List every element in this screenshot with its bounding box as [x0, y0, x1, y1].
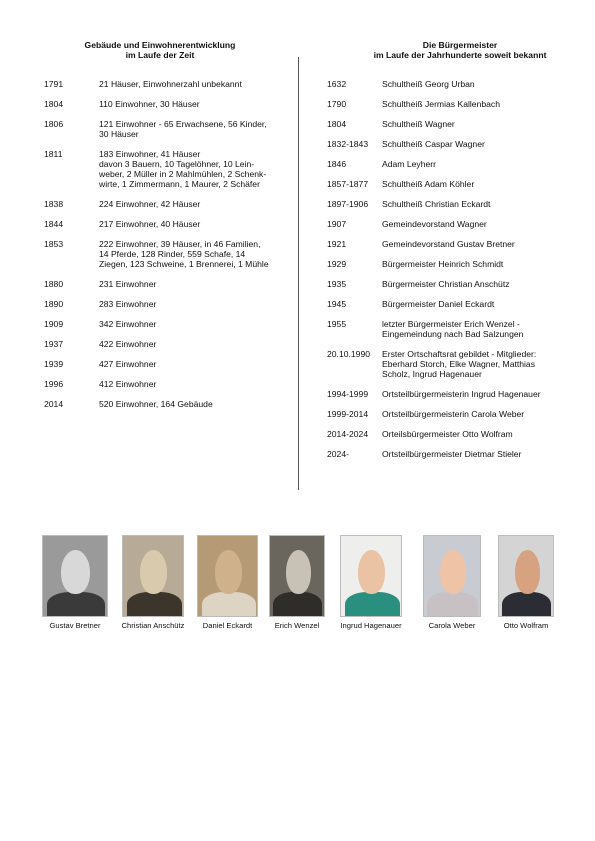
table-row	[44, 359, 289, 369]
portrait-shoulders	[127, 592, 182, 617]
row-text: 231 Einwohner	[99, 279, 157, 289]
portrait-shoulders	[202, 592, 256, 617]
table-row	[44, 299, 289, 309]
row-year: 1880	[44, 279, 64, 289]
row-text: Erster Ortschaftsrat gebildet - Mitglieder: Eberhard Storch, Elke Wagner, Matthias Scholz, Ingrud Hagenauer	[382, 349, 537, 379]
table-row	[327, 179, 567, 189]
row-text: Bürgermeister Daniel Eckardt	[382, 299, 495, 309]
row-text: 217 Einwohner, 40 Häuser	[99, 219, 201, 229]
row-text: 121 Einwohner - 65 Erwachsene, 56 Kinder, 30 Häuser	[99, 119, 267, 139]
row-text: 222 Einwohner, 39 Häuser, in 46 Familien, 14 Pferde, 128 Rinder, 559 Schafe, 14 Ziegen, 123 Schweine, 1 Brennerei, 1 Mühle	[99, 239, 269, 269]
row-text: Schultheiß Christian Eckardt	[382, 199, 491, 209]
portrait-image	[340, 535, 402, 617]
row-year: 1996	[44, 379, 64, 389]
portrait-shoulders	[345, 592, 400, 617]
portrait-image	[197, 535, 258, 617]
row-year: 1853	[44, 239, 64, 249]
row-text: Schultheiß Caspar Wagner	[382, 139, 485, 149]
portrait-face	[358, 550, 385, 594]
table-row	[44, 339, 289, 349]
row-text: 183 Einwohner, 41 Häuser davon 3 Bauern, 10 Tagelöhner, 10 Lein- weber, 2 Müller in 2 Mahlmühlen, 2 Schenk- wirte, 1 Zimmermann, 1 Maurer, 2 Schäfer	[99, 149, 267, 189]
portrait-face	[215, 550, 242, 594]
portrait-caption: Otto Wolfram	[503, 621, 549, 630]
row-year: 1897-1906	[327, 199, 369, 209]
row-text: 21 Häuser, Einwohnerzahl unbekannt	[99, 79, 242, 89]
row-text: 342 Einwohner	[99, 319, 157, 329]
row-year: 1846	[327, 159, 347, 169]
table-row	[327, 299, 567, 309]
row-year: 20.10.1990	[327, 349, 371, 359]
row-text: Ortsteilbürgermeisterin Ingrud Hagenauer	[382, 389, 541, 399]
table-row	[44, 149, 289, 189]
table-row	[327, 199, 567, 209]
portrait-caption: Carola Weber	[428, 621, 476, 630]
row-text: Schultheiß Georg Urban	[382, 79, 475, 89]
row-year: 1907	[327, 219, 347, 229]
row-year: 1935	[327, 279, 347, 289]
left-title-line1: Gebäude und Einwohnerentwicklung	[84, 40, 236, 50]
row-year: 1790	[327, 99, 347, 109]
row-year: 1937	[44, 339, 64, 349]
row-text: Schultheiß Wagner	[382, 119, 455, 129]
mayors-table	[327, 79, 567, 469]
row-year: 1804	[44, 99, 64, 109]
row-year: 1890	[44, 299, 64, 309]
row-year: 1832-1843	[327, 139, 369, 149]
row-text: 283 Einwohner	[99, 299, 157, 309]
row-text: Ortsteilbürgermeister Dietmar Stieler	[382, 449, 522, 459]
portrait-shoulders	[427, 592, 478, 617]
portrait-image	[122, 535, 184, 617]
row-text: letzter Bürgermeister Erich Wenzel - Eingemeindung nach Bad Salzungen	[382, 319, 524, 339]
table-row	[44, 79, 289, 89]
row-year: 2014-2024	[327, 429, 369, 439]
portrait-face	[286, 550, 311, 594]
table-row	[44, 239, 289, 269]
row-year: 1857-1877	[327, 179, 369, 189]
portrait-face	[61, 550, 90, 594]
portrait-photo	[340, 535, 402, 630]
table-row	[327, 119, 567, 129]
row-text: 412 Einwohner	[99, 379, 157, 389]
table-row	[44, 379, 289, 389]
table-row	[44, 399, 289, 409]
row-year: 1939	[44, 359, 64, 369]
portrait-caption: Christian Anschütz	[121, 621, 185, 630]
table-row	[327, 389, 567, 399]
left-column-title	[55, 40, 265, 60]
row-text: Schultheiß Adam Köhler	[382, 179, 475, 189]
row-year: 1791	[44, 79, 64, 89]
row-year: 2014	[44, 399, 64, 409]
row-year: 1921	[327, 239, 347, 249]
row-text: Bürgermeister Christian Anschütz	[382, 279, 510, 289]
table-row	[327, 279, 567, 289]
table-row	[327, 349, 567, 379]
row-year: 1806	[44, 119, 64, 129]
portrait-shoulders	[502, 592, 551, 617]
left-title-line2: im Laufe der Zeit	[125, 50, 195, 60]
row-year: 2024-	[327, 449, 349, 459]
row-year: 1929	[327, 259, 347, 269]
row-year: 1844	[44, 219, 64, 229]
row-year: 1955	[327, 319, 347, 329]
portrait-photo	[498, 535, 554, 630]
row-text: Adam Leyherr	[382, 159, 436, 169]
portrait-image	[269, 535, 325, 617]
portrait-photo	[423, 535, 481, 630]
row-text: Bürgermeister Heinrich Schmidt	[382, 259, 504, 269]
row-text: 422 Einwohner	[99, 339, 157, 349]
right-title-line2: im Laufe der Jahrhunderte soweit bekannt	[373, 50, 547, 60]
row-text: Ortsteilbürgermeisterin Carola Weber	[382, 409, 525, 419]
portrait-caption: Gustav Bretner	[49, 621, 101, 630]
portrait-caption: Ingrud Hagenauer	[340, 621, 402, 630]
table-row	[327, 139, 567, 149]
portrait-gallery	[0, 535, 595, 635]
row-text: Gemeindevorstand Wagner	[382, 219, 487, 229]
row-year: 1945	[327, 299, 347, 309]
portrait-face	[515, 550, 540, 594]
portrait-photo	[197, 535, 258, 630]
table-row	[327, 239, 567, 249]
row-text: 110 Einwohner, 30 Häuser	[99, 99, 200, 109]
portrait-image	[42, 535, 108, 617]
portrait-shoulders	[273, 592, 322, 617]
row-year: 1994-1999	[327, 389, 369, 399]
table-row	[327, 429, 567, 439]
table-row	[327, 409, 567, 419]
portrait-caption: Erich Wenzel	[274, 621, 320, 630]
row-text: Gemeindevorstand Gustav Bretner	[382, 239, 515, 249]
right-title-line1: Die Bürgermeister	[422, 40, 498, 50]
table-row	[327, 219, 567, 229]
table-row	[327, 99, 567, 109]
table-row	[327, 319, 567, 339]
row-year: 1909	[44, 319, 64, 329]
portrait-image	[498, 535, 554, 617]
row-year: 1999-2014	[327, 409, 369, 419]
table-row	[44, 99, 289, 109]
right-column-title	[345, 40, 575, 60]
portrait-photo	[42, 535, 108, 630]
row-text: 224 Einwohner, 42 Häuser	[99, 199, 201, 209]
row-year: 1804	[327, 119, 347, 129]
portrait-shoulders	[47, 592, 105, 617]
row-year: 1632	[327, 79, 347, 89]
table-row	[327, 159, 567, 169]
table-row	[44, 199, 289, 209]
row-text: Schultheiß Jermias Kallenbach	[382, 99, 500, 109]
portrait-photo	[121, 535, 185, 630]
row-year: 1838	[44, 199, 64, 209]
row-text: 427 Einwohner	[99, 359, 157, 369]
table-row	[44, 279, 289, 289]
table-row	[44, 219, 289, 229]
table-row	[44, 319, 289, 329]
portrait-photo	[269, 535, 325, 630]
population-table	[44, 79, 289, 419]
table-row	[327, 79, 567, 89]
portrait-caption: Daniel Eckardt	[202, 621, 253, 630]
table-row	[327, 449, 567, 459]
table-row	[44, 119, 289, 139]
column-divider	[298, 57, 299, 490]
row-text: 520 Einwohner, 164 Gebäude	[99, 399, 213, 409]
table-row	[327, 259, 567, 269]
portrait-face	[440, 550, 466, 594]
portrait-image	[423, 535, 481, 617]
row-text: Orteilsbürgermeister Otto Wolfram	[382, 429, 513, 439]
portrait-face	[140, 550, 167, 594]
row-year: 1811	[44, 149, 63, 159]
